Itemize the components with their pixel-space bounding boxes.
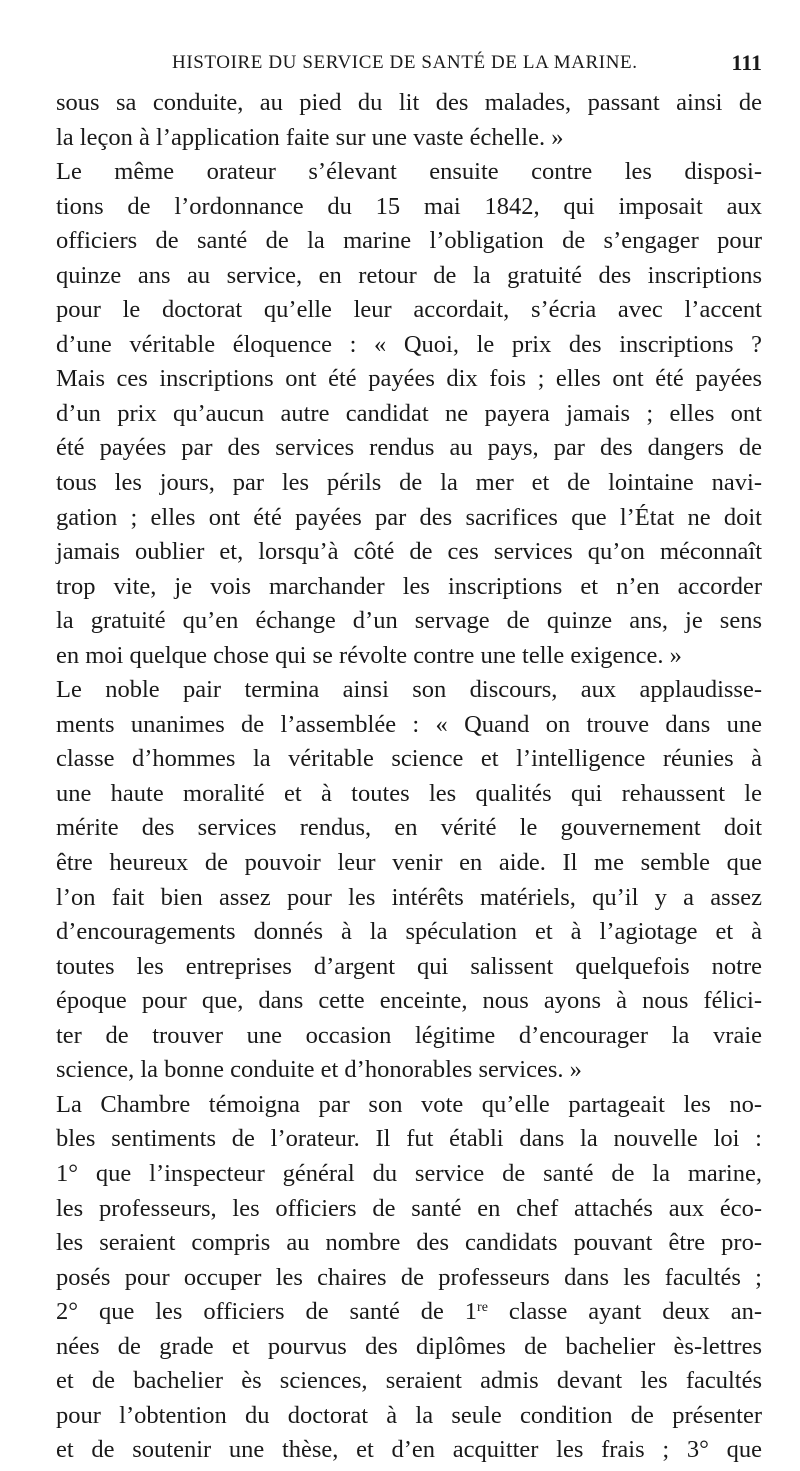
- text-line: posés pour occuper les chaires de professeurs dans les facultés ;: [56, 1263, 762, 1291]
- text-line: tions de l’ordonnance du 15 mai 1842, qui imposait aux: [56, 192, 762, 220]
- body-text: [56, 86, 762, 1468]
- text-line: époque pour que, dans cette enceinte, nous ayons à nous félici-: [56, 987, 762, 1015]
- line-lead: 2° que les officiers de santé de: [56, 1298, 444, 1326]
- text-line: une haute moralité et à toutes les qualités qui rehaussent le: [56, 779, 762, 807]
- text-line: 1° que l’inspecteur général du service de santé de la marine,: [56, 1159, 762, 1187]
- text-line: ments unanimes de l’assemblée : « Quand on trouve dans une: [56, 710, 762, 738]
- text-line: et de bachelier ès sciences, seraient admis devant les facultés: [56, 1367, 762, 1395]
- text-line: Le noble pair termina ainsi son discours, aux applaudisse-: [56, 676, 762, 704]
- line-tail: classe ayant deux an-: [508, 1298, 763, 1326]
- text-line: toutes les entreprises d’argent qui salissent quelquefois notre: [56, 952, 762, 980]
- text-line: pour le doctorat qu’elle leur accordait, s’écria avec l’accent: [56, 296, 762, 324]
- text-line: et de soutenir une thèse, et d’en acquitter les frais ; 3° que: [56, 1436, 762, 1464]
- ordinal-number: 1: [464, 1298, 478, 1326]
- text-line: la gratuité qu’en échange d’un servage de quinze ans, je sens: [56, 607, 762, 635]
- text-line: jamais oublier et, lorsqu’à côté de ces services qu’on méconnaît: [56, 538, 762, 566]
- text-line: classe d’hommes la véritable science et l’intelligence réunies à: [56, 745, 762, 773]
- text-line: la leçon à l’application faite sur une vaste échelle. »: [56, 123, 564, 151]
- text-line: mérite des services rendus, en vérité le gouvernement doit: [56, 814, 762, 842]
- text-line: été payées par des services rendus au pays, par des dangers de: [56, 434, 762, 462]
- text-line: sous sa conduite, au pied du lit des malades, passant ainsi de: [56, 89, 762, 116]
- ordinal-superscript: re: [477, 1300, 488, 1316]
- text-line: l’on fait bien assez pour les intérêts matériels, qu’il y a assez: [56, 883, 762, 911]
- text-line: les seraient compris au nombre des candidats pouvant être pro-: [56, 1229, 762, 1257]
- text-line: pour l’obtention du doctorat à la seule condition de présenter: [56, 1401, 762, 1429]
- text-line: gation ; elles ont été payées par des sacrifices que l’État ne doit: [56, 503, 762, 531]
- text-line: les professeurs, les officiers de santé en chef attachés aux éco-: [56, 1194, 762, 1222]
- text-line: tous les jours, par les périls de la mer et de lointaine navi-: [56, 469, 762, 497]
- text-line: être heureux de pouvoir leur venir en aide. Il me semble que: [56, 849, 762, 877]
- text-line: science, la bonne conduite et d’honorables services. »: [56, 1056, 582, 1084]
- text-line: d’encouragements donnés à la spéculation et à l’agiotage et à: [56, 918, 762, 946]
- running-title: HISTOIRE DU SERVICE DE SANTÉ DE LA MARINE.: [172, 52, 638, 73]
- text-line-with-superscript: [56, 1295, 762, 1330]
- text-line: nées de grade et pourvus des diplômes de bachelier ès-lettres: [56, 1332, 762, 1360]
- text-line: La Chambre témoigna par son vote qu’elle partageait les no-: [56, 1090, 762, 1118]
- text-line: d’une véritable éloquence : « Quoi, le prix des inscriptions ?: [56, 330, 762, 358]
- page-number: 111: [731, 50, 762, 75]
- text-line: Mais ces inscriptions ont été payées dix fois ; elles ont été payées: [56, 365, 762, 393]
- text-line: Le même orateur s’élevant ensuite contre les disposi-: [56, 158, 762, 186]
- text-line: officiers de santé de la marine l’obligation de s’engager pour: [56, 227, 762, 255]
- text-line: quinze ans au service, en retour de la gratuité des inscriptions: [56, 261, 762, 289]
- text-line: bles sentiments de l’orateur. Il fut établi dans la nouvelle loi :: [56, 1125, 762, 1153]
- running-header: [0, 52, 800, 82]
- text-line: en moi quelque chose qui se révolte contre une telle exigence. »: [56, 641, 682, 669]
- text-line: d’un prix qu’aucun autre candidat ne payera jamais ; elles ont: [56, 399, 762, 427]
- text-line: trop vite, je vois marchander les inscriptions et n’en accorder: [56, 572, 762, 600]
- text-line: ter de trouver une occasion légitime d’encourager la vraie: [56, 1021, 762, 1049]
